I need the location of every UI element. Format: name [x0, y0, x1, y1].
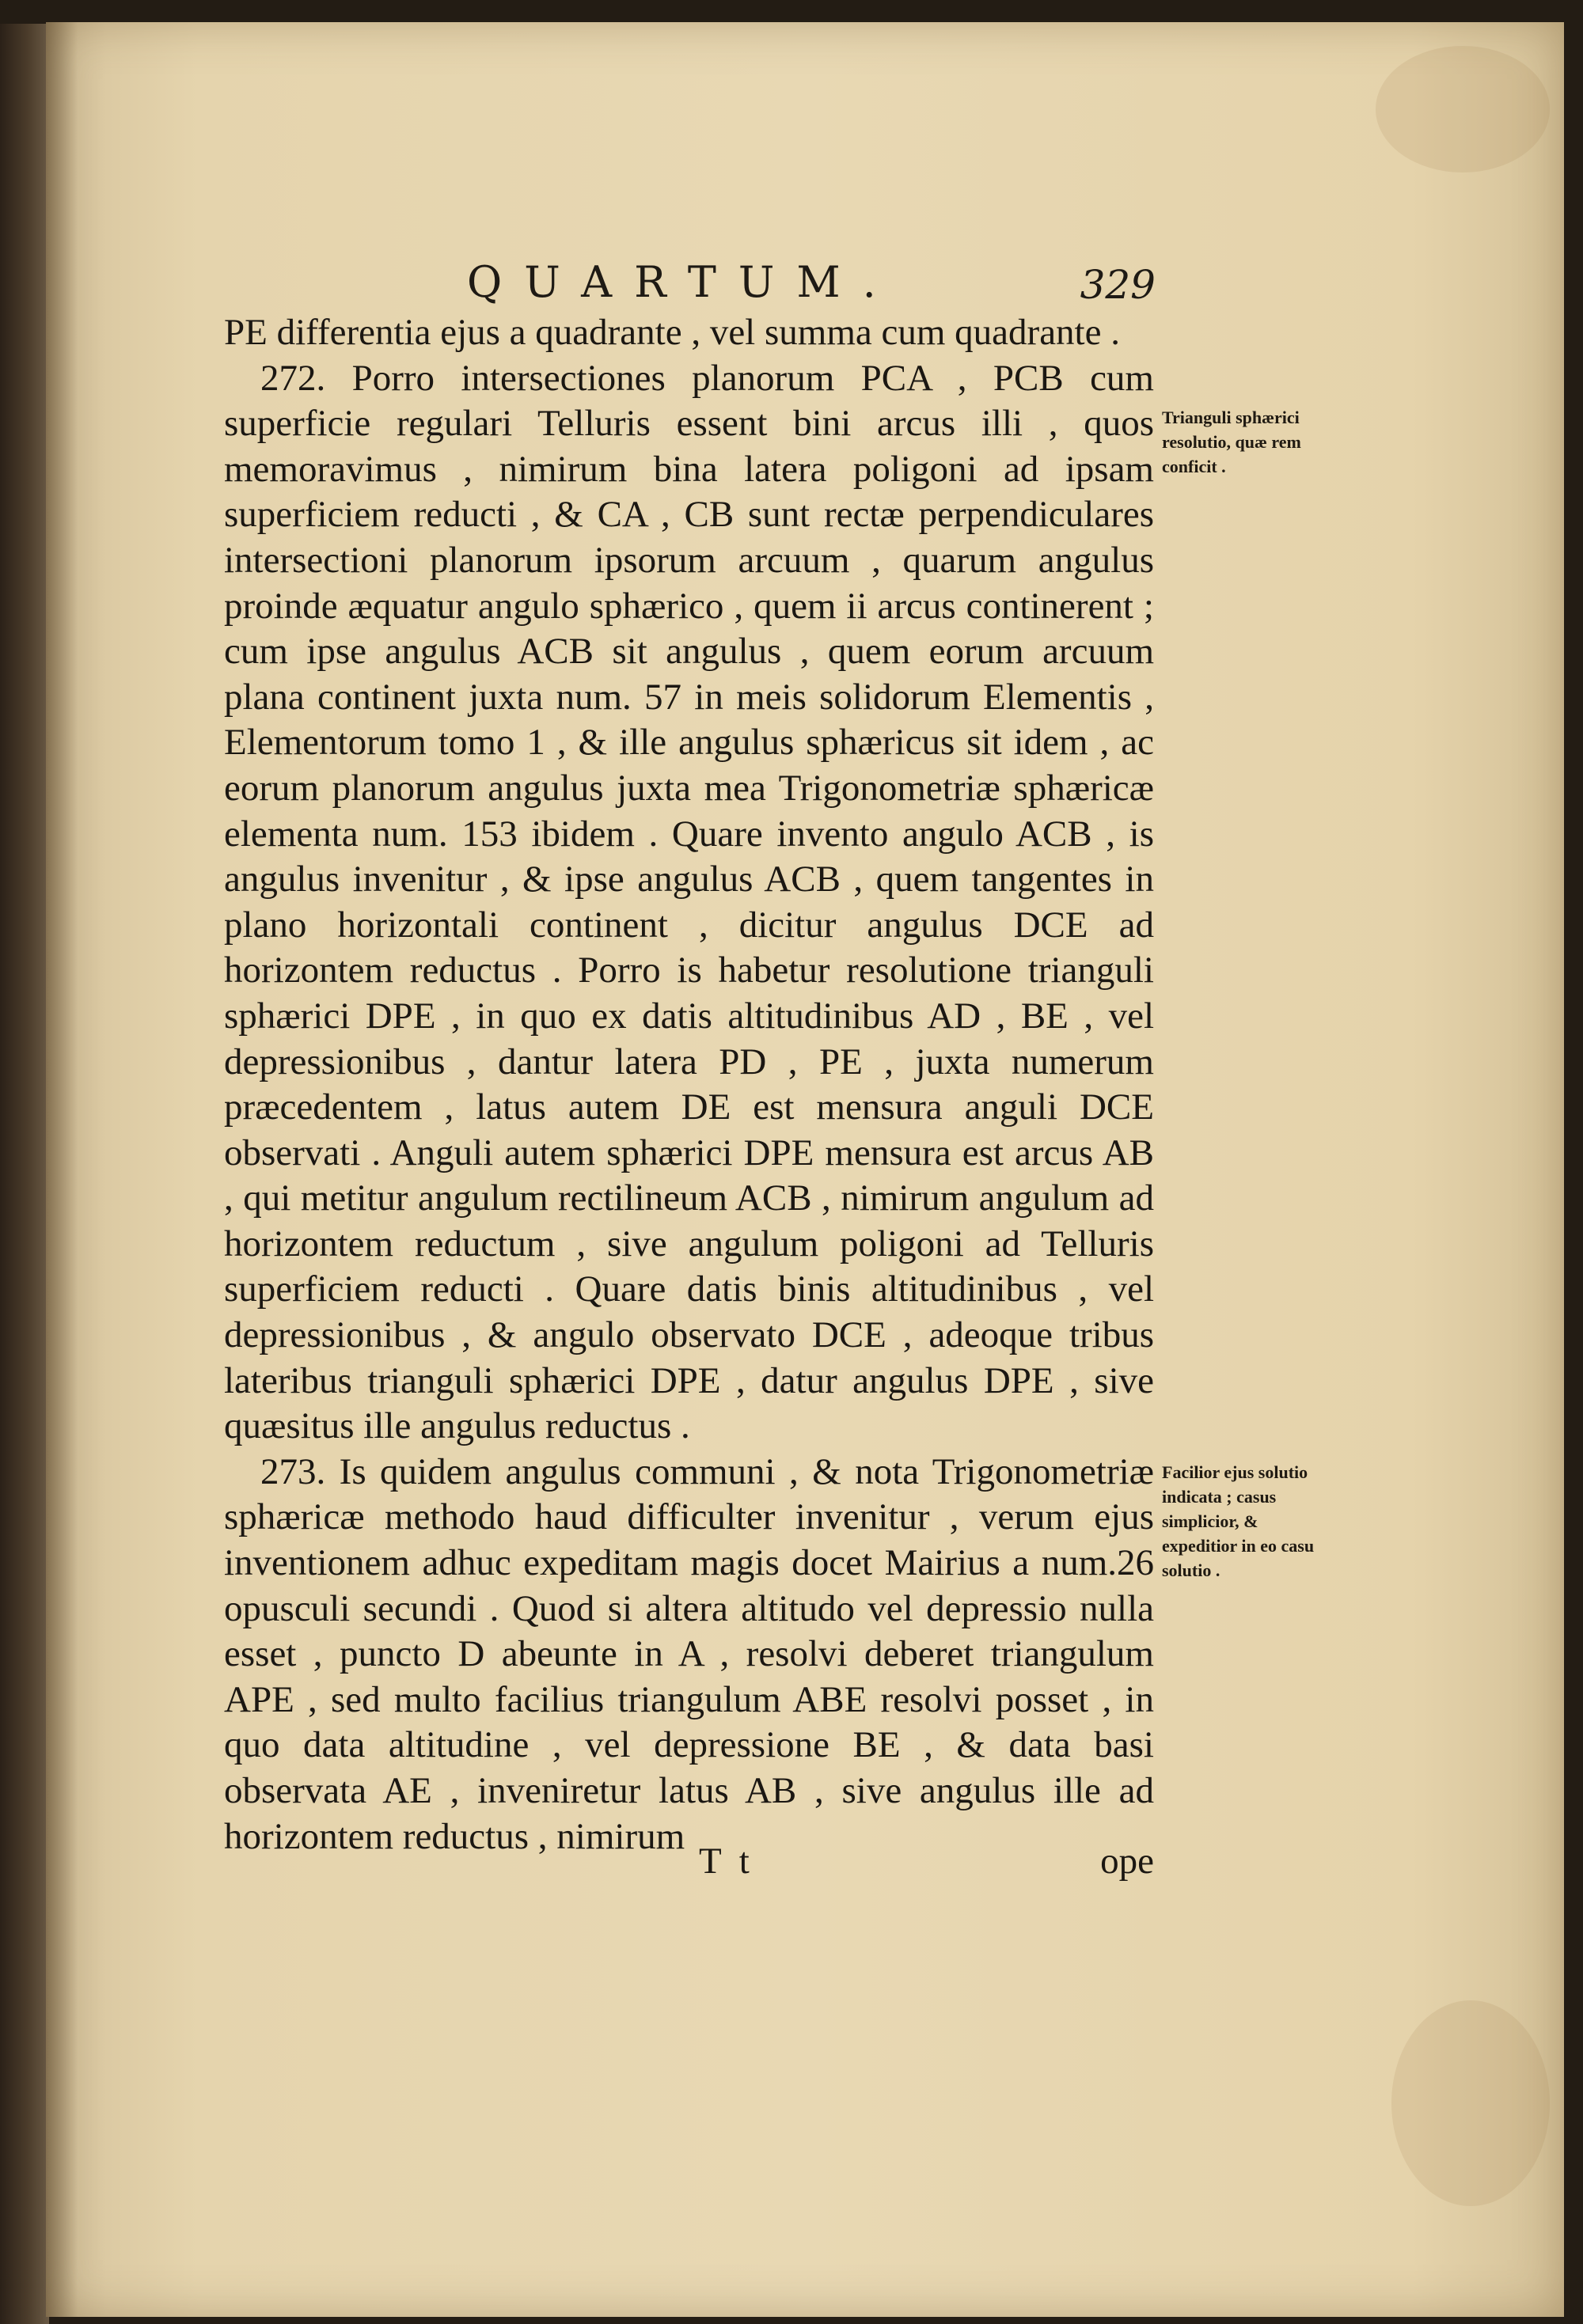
body-text — [224, 310, 1154, 1860]
paragraph-continuation: PE differentia ejus a quadrante , vel summa cum quadrante . — [224, 312, 1120, 353]
paragraph-273-text: 273. Is quidem angulus communi , & nota Trigonometriæ sphæricæ methodo haud difficulter invenitur , verum ejus inventionem adhuc expeditam magis docet Mairius a num.26 opusculi secundi . Quod si altera altitudo vel depressio nulla esset , puncto D abeunte in A , resolvi deberet triangulum APE , sed multo facilius triangulum ABE resolvi posset , in quo data altitudine , vel depressione BE , & data basi observata AE , inveniretur latus AB , sive angulus ille ad horizontem reductus , nimirum — [224, 1450, 1154, 1857]
running-head-title: QUARTUM. — [467, 257, 898, 307]
paragraph-272 — [224, 356, 1154, 1450]
paper-stain — [1391, 2000, 1550, 2206]
page-footer — [224, 1840, 1154, 1887]
margin-note-273: Facilior ejus solutio indicata ; casus simplicior, & expeditior in eo casu solutio . — [1162, 1462, 1315, 1580]
margin-note-272: Trianguli sphærici resolutio, quæ rem conficit . — [1162, 408, 1301, 476]
paragraph-272-text: 272. Porro intersectiones planorum PCA , PCB cum superficie regulari Telluris essent bini arcus illi , quos memoravimus , nimirum bina latera poligoni ad ipsam superficiem reducti , & CA , CB sunt rectæ perpendiculares intersectioni planorum ipsorum arcuum , quarum angulus proinde æquatur angulo sphærico , quem ii arcus continerent ; cum ipse angulus ACB sit angulus , quem eorum arcuum plana continent juxta num. 57 in meis solidorum Elementis , Elementorum tomo 1 , & ille angulus sphæricus sit idem , ac eorum planorum angulus juxta mea Trigonometriæ sphæricæ elementa num. 153 ibidem . Quare invento angulo ACB , is angulus invenitur , & ipse angulus ACB , quem tangentes in plano horizontali continent , dicitur angulus DCE ad horizontem reductus . Porro is habetur resolutione trianguli sphærici DPE , in quo ex datis altitudinibus AD , BE , vel depressionibus , dantur latera PD , PE , juxta numerum præcedentem , latus autem DE est mensura anguli DCE observati . Anguli autem sphærici DPE mensura est arcus AB , qui metitur angulum rectilineum ACB , nimirum angulum ad horizontem reductum , sive angulum poligoni ad Telluris superficiem reducti . Quare datis binis altitudinibus , vel depressionibus , & angulo observato DCE , adeoque tribus lateribus trianguli sphærici DPE , datur angulus DPE , sive quæsitus ille angulus reductus . — [224, 357, 1154, 1447]
paragraph-273 — [224, 1450, 1154, 1860]
catchword: ope — [1100, 1841, 1154, 1882]
signature-mark: Tt — [699, 1841, 767, 1882]
page-gutter-shadow — [46, 22, 78, 2317]
paper-stain — [1376, 46, 1550, 172]
facing-page-edge — [0, 24, 49, 2324]
page-number: 329 — [1080, 262, 1156, 308]
